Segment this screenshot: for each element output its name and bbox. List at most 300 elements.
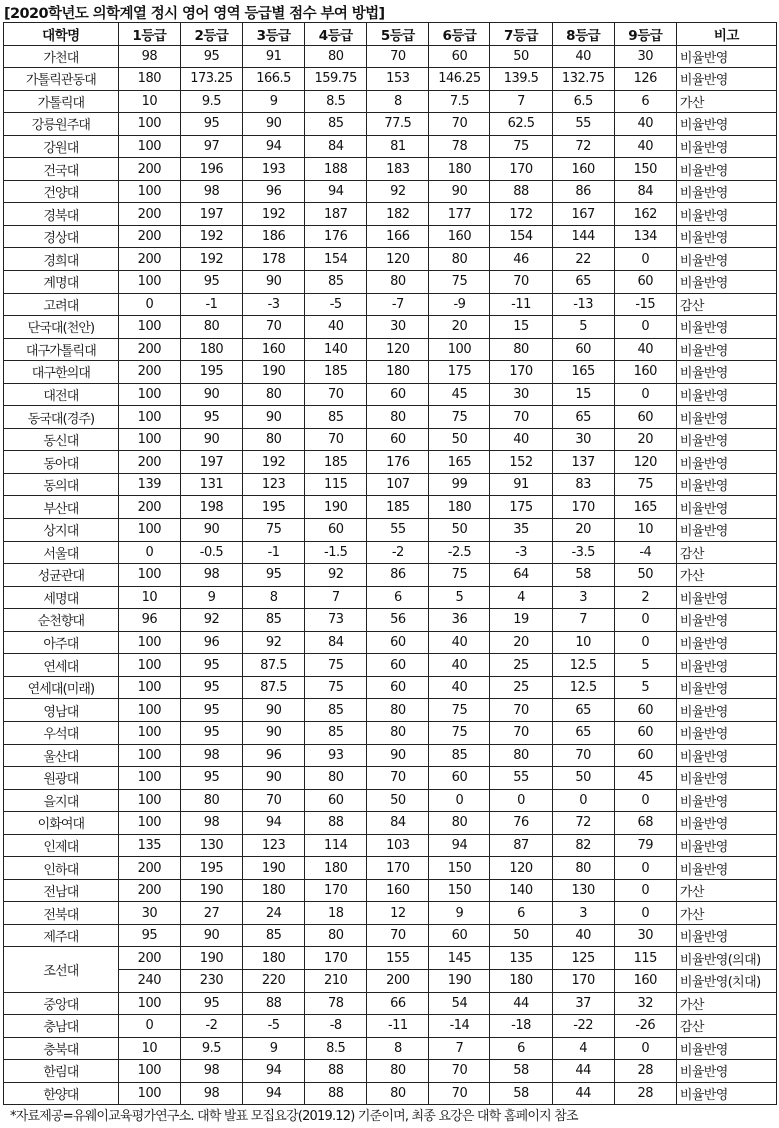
score-cell: 5 [614,654,676,677]
score-cell: 85 [305,699,367,722]
university-name-cell: 인하대 [4,857,119,880]
score-cell: 60 [367,654,429,677]
score-cell: 70 [552,744,614,767]
score-cell: 50 [614,564,676,587]
score-cell: 154 [490,225,552,248]
table-header-row [4,23,777,46]
score-cell: 40 [614,338,676,361]
score-cell: -2 [180,1015,242,1038]
score-cell: 80 [305,924,367,947]
score-cell: 75 [614,473,676,496]
table-row [4,113,777,136]
score-cell: 9 [429,902,490,925]
table-row [4,969,777,992]
score-cell: 80 [243,428,305,451]
score-cell: 95 [118,924,180,947]
score-cell: 100 [118,699,180,722]
score-cell: 0 [614,902,676,925]
score-cell: 195 [180,361,242,384]
score-cell: 6 [490,902,552,925]
score-cell: 130 [552,879,614,902]
score-cell: 120 [614,451,676,474]
note-cell: 가산 [676,564,776,587]
score-cell: 15 [490,316,552,339]
score-cell: 8 [367,90,429,113]
score-cell: 94 [243,1060,305,1083]
university-name-cell: 건양대 [4,180,119,203]
score-cell: 125 [552,947,614,970]
score-cell: 87.5 [243,676,305,699]
score-cell: 0 [614,631,676,654]
note-cell: 감산 [676,293,776,316]
score-cell: 95 [180,767,242,790]
note-cell: 비율반영 [676,383,776,406]
header-cell: 비고 [676,23,776,46]
score-cell: 9.5 [180,1037,242,1060]
score-cell: 160 [552,158,614,181]
table-row [4,203,777,226]
score-cell: 85 [305,113,367,136]
score-cell: 88 [243,992,305,1015]
score-cell: 95 [180,676,242,699]
score-cell: 70 [367,767,429,790]
score-cell: 94 [243,1082,305,1105]
header-cell: 9등급 [614,23,676,46]
score-cell: 0 [552,789,614,812]
score-cell: 4 [490,586,552,609]
score-cell: 7 [490,90,552,113]
score-cell: 175 [490,496,552,519]
university-name-cell: 대전대 [4,383,119,406]
table-row [4,789,777,812]
score-cell: 135 [490,947,552,970]
score-cell: 180 [429,496,490,519]
score-cell: 80 [243,383,305,406]
score-cell: 200 [118,338,180,361]
university-name-cell: 경북대 [4,203,119,226]
score-cell: 198 [180,496,242,519]
table-row [4,90,777,113]
table-row [4,609,777,632]
score-cell: 94 [243,812,305,835]
score-cell: 5 [614,676,676,699]
note-cell: 비율반영 [676,451,776,474]
score-cell: 0 [614,248,676,271]
note-cell: 비율반영 [676,45,776,68]
table-row [4,541,777,564]
score-cell: 190 [429,969,490,992]
score-cell: 166 [367,225,429,248]
score-cell: 193 [243,158,305,181]
university-name-cell: 가톨릭대 [4,90,119,113]
score-cell: 80 [367,699,429,722]
score-cell: 80 [367,406,429,429]
score-cell: 40 [614,135,676,158]
score-cell: 85 [243,924,305,947]
score-cell: 0 [118,1015,180,1038]
score-cell: 170 [490,158,552,181]
score-cell: 150 [429,879,490,902]
score-cell: 100 [118,135,180,158]
score-cell: 75 [429,271,490,294]
score-cell: 85 [429,744,490,767]
score-cell: 55 [552,113,614,136]
table-row [4,519,777,542]
score-cell: 95 [180,45,242,68]
score-cell: 7 [429,1037,490,1060]
score-cell: 10 [552,631,614,654]
university-name-cell: 충남대 [4,1015,119,1038]
score-cell: 80 [367,1060,429,1083]
note-cell: 비율반영 [676,180,776,203]
score-cell: 40 [429,676,490,699]
score-cell: 197 [180,203,242,226]
score-cell: 60 [305,519,367,542]
score-cell: 44 [490,992,552,1015]
university-name-cell: 가천대 [4,45,119,68]
score-cell: 132.75 [552,68,614,91]
score-cell: 100 [118,812,180,835]
score-cell: 30 [367,316,429,339]
score-cell: 70 [429,113,490,136]
score-cell: -0.5 [180,541,242,564]
score-cell: 100 [118,1082,180,1105]
score-cell: 40 [305,316,367,339]
score-cell: 135 [118,834,180,857]
score-cell: 180 [490,969,552,992]
score-cell: 75 [429,699,490,722]
university-name-cell: 원광대 [4,767,119,790]
score-cell: 200 [118,158,180,181]
score-cell: 86 [367,564,429,587]
university-name-cell: 이화여대 [4,812,119,835]
university-name-cell: 조선대 [4,947,119,992]
score-cell: 84 [614,180,676,203]
score-cell: 166.5 [243,68,305,91]
score-cell: 115 [305,473,367,496]
score-cell: -11 [490,293,552,316]
score-cell: 197 [180,451,242,474]
header-cell: 5등급 [367,23,429,46]
score-cell: 54 [429,992,490,1015]
score-cell: 97 [180,135,242,158]
score-cell: 188 [305,158,367,181]
score-cell: 75 [429,564,490,587]
university-name-cell: 대구가톨릭대 [4,338,119,361]
score-cell: 88 [305,812,367,835]
score-cell: 7.5 [429,90,490,113]
score-cell: 100 [118,564,180,587]
note-cell: 감산 [676,541,776,564]
score-cell: 155 [367,947,429,970]
score-cell: 96 [243,744,305,767]
score-cell: 8.5 [305,1037,367,1060]
note-cell: 비율반영 [676,316,776,339]
score-cell: 9 [180,586,242,609]
university-name-cell: 전북대 [4,902,119,925]
score-cell: 120 [490,857,552,880]
university-name-cell: 성균관대 [4,564,119,587]
note-cell: 비율반영 [676,1060,776,1083]
note-cell: 비율반영 [676,812,776,835]
score-cell: 91 [243,45,305,68]
score-cell: 88 [305,1060,367,1083]
score-cell: 95 [180,113,242,136]
score-cell: 93 [305,744,367,767]
score-cell: 170 [305,879,367,902]
university-name-cell: 전남대 [4,879,119,902]
score-cell: 139 [118,473,180,496]
table-row [4,406,777,429]
score-cell: 185 [305,451,367,474]
score-cell: 95 [180,699,242,722]
score-cell: 78 [429,135,490,158]
score-cell: 210 [305,969,367,992]
note-cell: 비율반영 [676,767,776,790]
score-cell: 10 [614,519,676,542]
score-cell: 185 [367,496,429,519]
score-cell: 87 [490,834,552,857]
score-cell: -8 [305,1015,367,1038]
score-cell: 5 [429,586,490,609]
score-cell: 36 [429,609,490,632]
score-cell: 10 [118,586,180,609]
score-cell: 60 [367,631,429,654]
note-cell: 비율반영 [676,676,776,699]
score-cell: 190 [243,361,305,384]
note-cell: 비율반영 [676,924,776,947]
score-cell: 60 [614,699,676,722]
university-name-cell: 세명대 [4,586,119,609]
score-cell: 50 [552,767,614,790]
note-cell: 비율반영 [676,834,776,857]
score-cell: 180 [180,338,242,361]
university-name-cell: 건국대 [4,158,119,181]
score-cell: 190 [180,879,242,902]
score-cell: 80 [305,45,367,68]
score-cell: 85 [305,721,367,744]
note-cell: 비율반영 [676,248,776,271]
score-cell: 145 [429,947,490,970]
score-cell: 70 [429,1060,490,1083]
score-cell: 80 [490,338,552,361]
table-row [4,361,777,384]
university-name-cell: 강원대 [4,135,119,158]
table-row [4,879,777,902]
score-cell: 96 [118,609,180,632]
score-cell: 50 [490,45,552,68]
score-cell: 68 [614,812,676,835]
score-cell: 167 [552,203,614,226]
note-cell: 비율반영 [676,406,776,429]
score-cell: 65 [552,699,614,722]
university-name-cell: 한양대 [4,1082,119,1105]
score-cell: 75 [305,654,367,677]
score-cell: 0 [614,316,676,339]
note-cell: 비율반영 [676,361,776,384]
score-cell: 165 [429,451,490,474]
score-cell: 94 [243,135,305,158]
score-cell: 200 [118,496,180,519]
score-cell: 85 [243,609,305,632]
header-cell: 8등급 [552,23,614,46]
score-cell: -3 [490,541,552,564]
score-cell: 0 [614,857,676,880]
score-cell: -2.5 [429,541,490,564]
score-cell: 180 [367,361,429,384]
score-cell: 3 [552,902,614,925]
university-name-cell: 상지대 [4,519,119,542]
score-cell: 55 [490,767,552,790]
score-cell: 15 [552,383,614,406]
score-cell: 126 [614,68,676,91]
score-cell: 82 [552,834,614,857]
score-cell: 40 [429,654,490,677]
score-cell: 100 [429,338,490,361]
score-cell: 2 [614,586,676,609]
table-row [4,68,777,91]
score-cell: 80 [367,721,429,744]
score-cell: 20 [490,631,552,654]
university-name-cell: 계명대 [4,271,119,294]
table-row [4,158,777,181]
table-row [4,338,777,361]
score-cell: 95 [180,992,242,1015]
score-cell: 94 [429,834,490,857]
score-cell: 100 [118,113,180,136]
table-row [4,721,777,744]
score-cell: 98 [180,812,242,835]
table-row [4,1037,777,1060]
university-name-cell: 울산대 [4,744,119,767]
score-cell: 72 [552,135,614,158]
score-cell: 66 [367,992,429,1015]
score-cell: 70 [490,699,552,722]
note-cell: 가산 [676,90,776,113]
score-cell: 195 [243,496,305,519]
university-name-cell: 동의대 [4,473,119,496]
score-cell: 30 [614,45,676,68]
score-cell: 80 [180,316,242,339]
score-cell: 8.5 [305,90,367,113]
score-cell: 90 [367,744,429,767]
score-cell: 45 [429,383,490,406]
table-row [4,135,777,158]
score-cell: 170 [305,947,367,970]
score-cell: 80 [180,789,242,812]
score-cell: 80 [429,812,490,835]
note-cell: 비율반영(의대) [676,947,776,970]
score-cell: 200 [118,857,180,880]
score-cell: 58 [490,1060,552,1083]
score-cell: 172 [490,203,552,226]
score-cell: 9 [243,1037,305,1060]
table-row [4,767,777,790]
table-body [4,45,777,1105]
score-cell: 32 [614,992,676,1015]
score-cell: 10 [118,90,180,113]
header-cell: 대학명 [4,23,119,46]
university-name-cell: 제주대 [4,924,119,947]
university-name-cell: 을지대 [4,789,119,812]
score-cell: 95 [180,654,242,677]
score-cell: 88 [305,1082,367,1105]
score-cell: 146.25 [429,68,490,91]
score-cell: 150 [614,158,676,181]
score-cell: 165 [552,361,614,384]
score-cell: 70 [305,428,367,451]
university-name-cell: 강릉원주대 [4,113,119,136]
score-cell: 8 [367,1037,429,1060]
score-cell: 92 [243,631,305,654]
note-cell: 비율반영 [676,158,776,181]
score-cell: 159.75 [305,68,367,91]
table-row [4,316,777,339]
score-cell: 60 [367,383,429,406]
score-cell: 50 [367,789,429,812]
score-cell: 85 [305,271,367,294]
note-cell: 비율반영 [676,1082,776,1105]
score-cell: 240 [118,969,180,992]
note-cell: 비율반영 [676,113,776,136]
score-cell: 177 [429,203,490,226]
score-cell: 200 [367,969,429,992]
score-cell: 160 [429,225,490,248]
score-cell: 20 [429,316,490,339]
score-cell: 58 [552,564,614,587]
score-cell: -5 [243,1015,305,1038]
score-cell: 20 [552,519,614,542]
score-cell: 80 [367,1082,429,1105]
score-cell: 80 [429,248,490,271]
note-cell: 비율반영 [676,473,776,496]
university-name-cell: 한림대 [4,1060,119,1083]
table-row [4,834,777,857]
score-cell: 60 [614,271,676,294]
score-cell: 5 [552,316,614,339]
score-cell: 200 [118,361,180,384]
score-cell: 140 [305,338,367,361]
score-cell: 30 [614,924,676,947]
score-cell: 84 [305,631,367,654]
score-cell: 19 [490,609,552,632]
header-cell: 7등급 [490,23,552,46]
score-cell: 160 [614,361,676,384]
score-cell: 9 [243,90,305,113]
score-cell: -22 [552,1015,614,1038]
page-title: [2020학년도 의학계열 정시 영어 영역 등급별 점수 부여 방법] [4,6,385,22]
university-name-cell: 가톨릭관동대 [4,68,119,91]
score-cell: 3 [552,586,614,609]
score-cell: 0 [118,541,180,564]
score-cell: 90 [243,113,305,136]
note-cell: 비율반영 [676,857,776,880]
score-cell: 83 [552,473,614,496]
score-cell: 103 [367,834,429,857]
score-cell: 100 [118,428,180,451]
score-cell: 75 [429,721,490,744]
score-cell: 12.5 [552,654,614,677]
score-cell: 90 [180,924,242,947]
score-cell: 75 [490,135,552,158]
score-cell: 6 [490,1037,552,1060]
score-cell: 182 [367,203,429,226]
score-cell: 131 [180,473,242,496]
university-name-cell: 동국대(경주) [4,406,119,429]
note-cell: 비율반영 [676,699,776,722]
score-cell: 40 [552,45,614,68]
score-cell: 100 [118,992,180,1015]
